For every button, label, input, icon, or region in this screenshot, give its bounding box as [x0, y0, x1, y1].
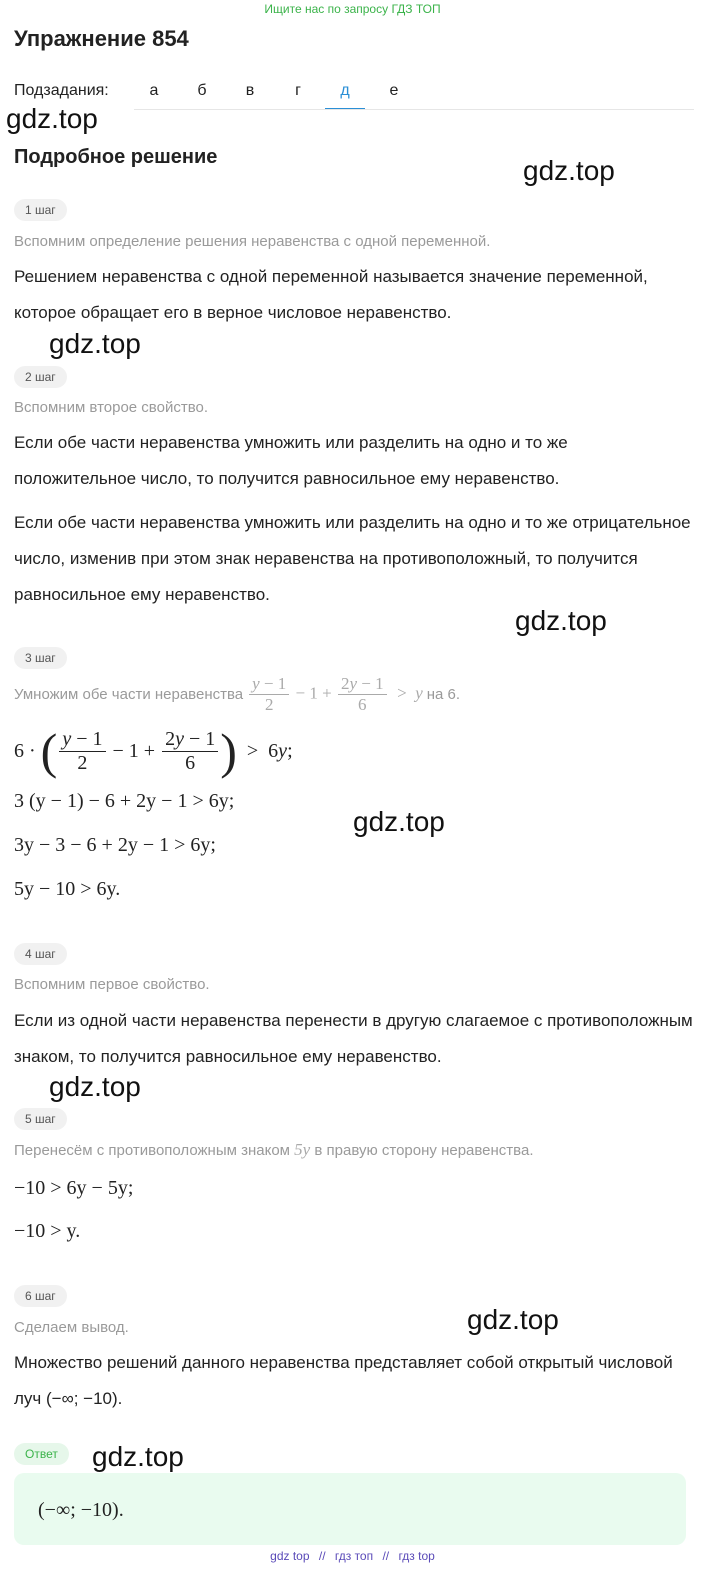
- watermark: gdz.top: [467, 1304, 559, 1335]
- step-text: Решением неравенства с одной переменной называется значение переменной, которое обращает его в верное числовое неравенство.: [14, 267, 648, 322]
- step-badge: 1 шаг: [14, 199, 67, 221]
- step-text: Если обе части неравенства умножить или разделить на одно и то же положительное число, то получится равносильное ему неравенство.: [14, 433, 568, 488]
- step-note: [14, 674, 460, 715]
- answer-box: [14, 1473, 686, 1545]
- step-note: Вспомним определение решения неравенства с одной переменной.: [14, 233, 491, 250]
- footer-separator: //: [318, 1549, 326, 1563]
- step-badge: 4 шаг: [14, 943, 67, 965]
- tab-g[interactable]: г: [295, 82, 301, 99]
- step-badge: 3 шаг: [14, 647, 67, 669]
- note-math: 5y: [294, 1140, 311, 1159]
- step-text: Если из одной части неравенства перенести в другую слагаемое с противоположным знаком, то получится равносильное ему неравенство.: [14, 1011, 693, 1066]
- watermark: gdz.top: [49, 1071, 141, 1102]
- math-line: −10 > y.: [14, 1220, 81, 1242]
- footer-separator: //: [382, 1549, 390, 1563]
- tabs-divider: [134, 109, 694, 110]
- footer-link[interactable]: gdz top: [270, 1549, 310, 1563]
- step-text: Если обе части неравенства умножить или разделить на одно и то же отрицательное число, изменив при этом знак неравенства на противоположный, то получится равносильное ему неравенство.: [14, 513, 691, 604]
- footer-link[interactable]: гдз top: [398, 1549, 435, 1563]
- page-title: Упражнение 854: [14, 26, 189, 51]
- inequality-formula: $\frac{y - 1}{2}$ − 1 + $\frac{2y - 1}{6}$ > y: [247, 674, 423, 715]
- note-prefix: Умножим обе части неравенства: [14, 686, 244, 703]
- note-prefix: Перенесём с противоположным знаком: [14, 1142, 290, 1159]
- footer-link[interactable]: гдз топ: [334, 1549, 374, 1563]
- math-line: 5y − 10 > 6y.: [14, 878, 121, 900]
- watermark: gdz.top: [92, 1441, 184, 1472]
- watermark: gdz.top: [515, 605, 607, 636]
- answer-badge: Ответ: [14, 1443, 69, 1465]
- footer-links: [0, 1549, 705, 1563]
- answer-value: (−∞; −10).: [38, 1499, 124, 1521]
- step-text: Множество решений данного неравенства представляет собой открытый числовой луч (−∞; −10).: [14, 1353, 673, 1408]
- math-line: 3y − 3 − 6 + 2y − 1 > 6y;: [14, 834, 216, 856]
- note-suffix: в правую сторону неравенства.: [314, 1142, 534, 1159]
- watermark: gdz.top: [353, 806, 445, 837]
- subtasks-label: Подзадания:: [14, 82, 109, 99]
- watermark: gdz.top: [49, 328, 141, 359]
- search-hint-link[interactable]: Ищите нас по запросу ГДЗ ТОП: [264, 2, 441, 16]
- step-note: Сделаем вывод.: [14, 1319, 129, 1336]
- step-note: Вспомним второе свойство.: [14, 399, 209, 416]
- note-suffix: на 6.: [426, 686, 461, 703]
- step-note: Вспомним первое свойство.: [14, 976, 210, 993]
- tab-e[interactable]: е: [389, 82, 399, 99]
- tab-d[interactable]: д: [325, 82, 365, 100]
- watermark: gdz.top: [523, 155, 615, 186]
- step-note: [14, 1140, 534, 1160]
- tab-a[interactable]: а: [149, 82, 159, 99]
- math-line: −10 > 6y − 5y;: [14, 1177, 134, 1199]
- step-badge: 6 шаг: [14, 1285, 67, 1307]
- tab-v[interactable]: в: [245, 82, 255, 99]
- math-line: 6 · ( $\frac{y - 1}{2}$ − 1 + $\frac{2y - 1}{6}$ ) > 6y;: [14, 723, 293, 779]
- watermark: gdz.top: [6, 103, 98, 134]
- step-badge: 5 шаг: [14, 1108, 67, 1130]
- solution-heading: Подробное решение: [14, 146, 218, 168]
- math-line: 3 (y − 1) − 6 + 2y − 1 > 6y;: [14, 790, 235, 812]
- tab-b[interactable]: б: [197, 82, 207, 99]
- subtasks-bar: [14, 80, 694, 110]
- step-badge: 2 шаг: [14, 366, 67, 388]
